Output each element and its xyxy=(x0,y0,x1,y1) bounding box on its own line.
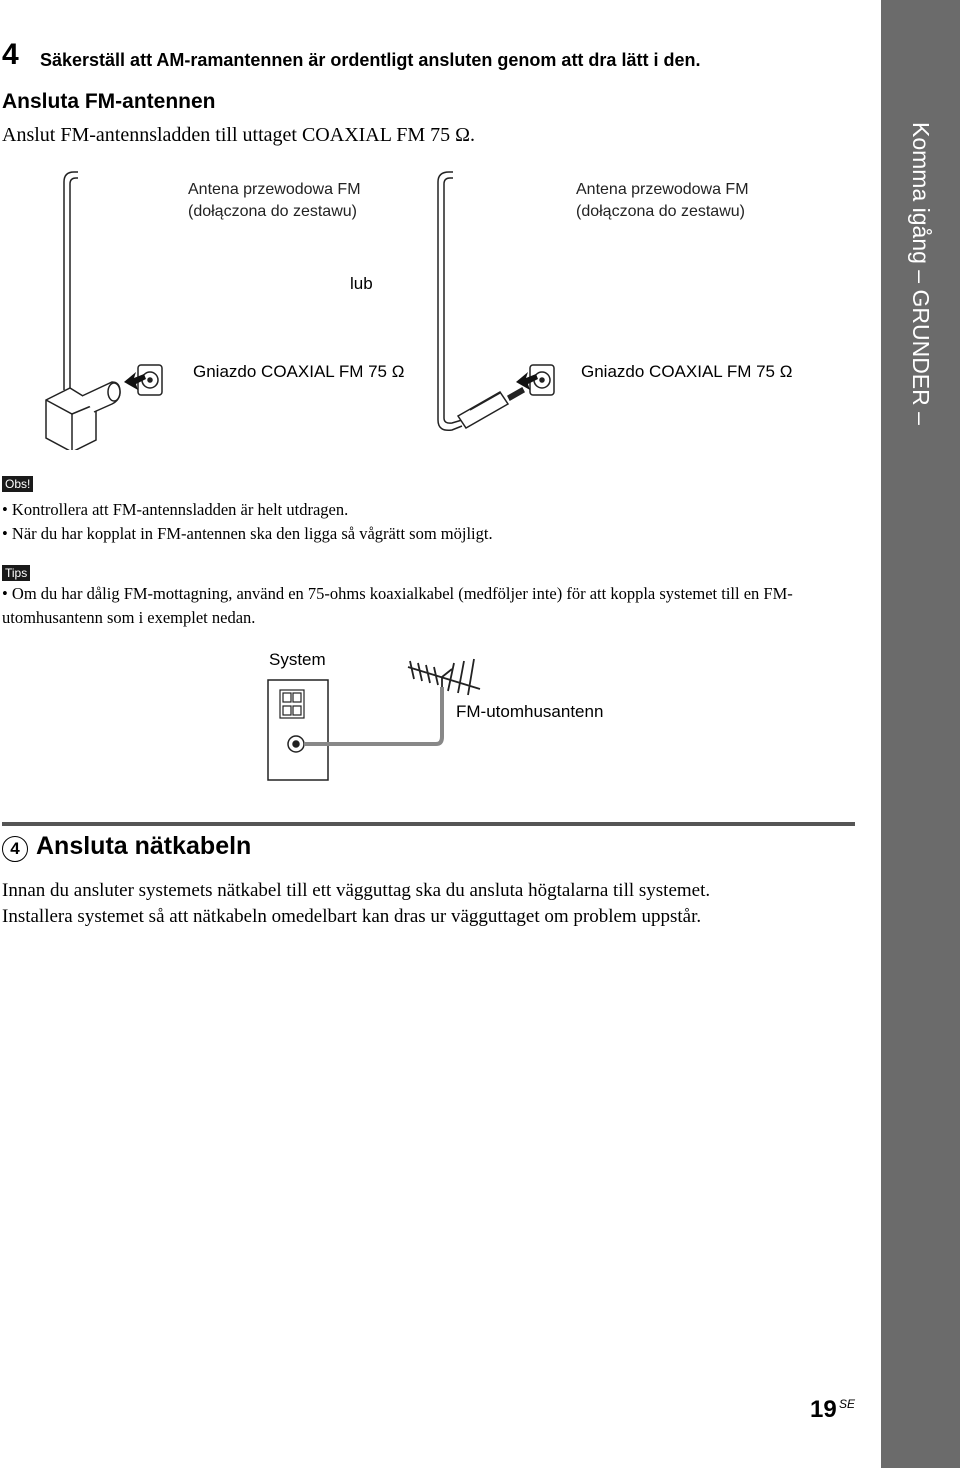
right-antenna-label-line2: (dołączona do zestawu) xyxy=(576,203,745,220)
power-paragraph: Installera systemet så att nätkabeln omedelbart kan dras ur vägguttaget om problem uppstår. xyxy=(2,906,702,927)
section-divider xyxy=(2,822,855,826)
right-connector-plug xyxy=(458,388,524,428)
or-label: lub xyxy=(350,274,373,293)
section-title: Ansluta FM-antennen xyxy=(2,90,216,113)
tip-item: • Om du har dålig FM-mottagning, använd en 75-ohms koaxialkabel (medföljer inte) för att koppla systemet till en FM-utomhusantenn som i exemplet nedan. xyxy=(2,584,793,627)
outdoor-antenna-label: FM-utomhusantenn xyxy=(456,702,604,721)
left-antenna-label-line2: (dołączona do zestawu) xyxy=(188,203,357,220)
speaker-terminals xyxy=(280,690,304,718)
power-section-title: Ansluta nätkabeln xyxy=(36,832,252,860)
right-antenna-label-line1: Antena przewodowa FM xyxy=(576,181,749,198)
right-jack-label: Gniazdo COAXIAL FM 75 Ω xyxy=(581,362,793,381)
step-text: Säkerställ att AM-ramantennen är ordentligt ansluten genom att dra lätt i den. xyxy=(40,50,701,70)
left-jack-label: Gniazdo COAXIAL FM 75 Ω xyxy=(193,362,405,381)
note-badge: Obs! xyxy=(2,476,33,492)
left-antenna-label-line1: Antena przewodowa FM xyxy=(188,181,361,198)
page-suffix: SE xyxy=(839,1397,856,1411)
left-wire-antenna xyxy=(64,172,78,390)
section-description: Anslut FM-antennsladden till uttaget COAXIAL FM 75 Ω. xyxy=(2,124,475,146)
tips-badge: Tips xyxy=(2,565,30,581)
page-number: 19 xyxy=(810,1396,837,1423)
power-step-number: 4 xyxy=(2,836,28,862)
note-item: • Kontrollera att FM-antennsladden är helt utdragen. xyxy=(2,500,349,519)
step-number: 4 xyxy=(2,38,19,71)
left-connector-plug xyxy=(46,382,120,450)
side-tab-label: Komma igång – GRUNDER – xyxy=(908,122,934,425)
power-paragraph: Innan du ansluter systemets nätkabel till ett vägguttag ska du ansluta högtalarna till systemet. xyxy=(2,880,711,901)
antenna-diagram xyxy=(0,160,880,450)
note-item: • När du har kopplat in FM-antennen ska den ligga så vågrätt som möjligt. xyxy=(2,524,493,543)
coaxial-jack xyxy=(288,736,304,752)
system-label: System xyxy=(269,650,326,669)
right-wire-antenna xyxy=(438,172,462,430)
